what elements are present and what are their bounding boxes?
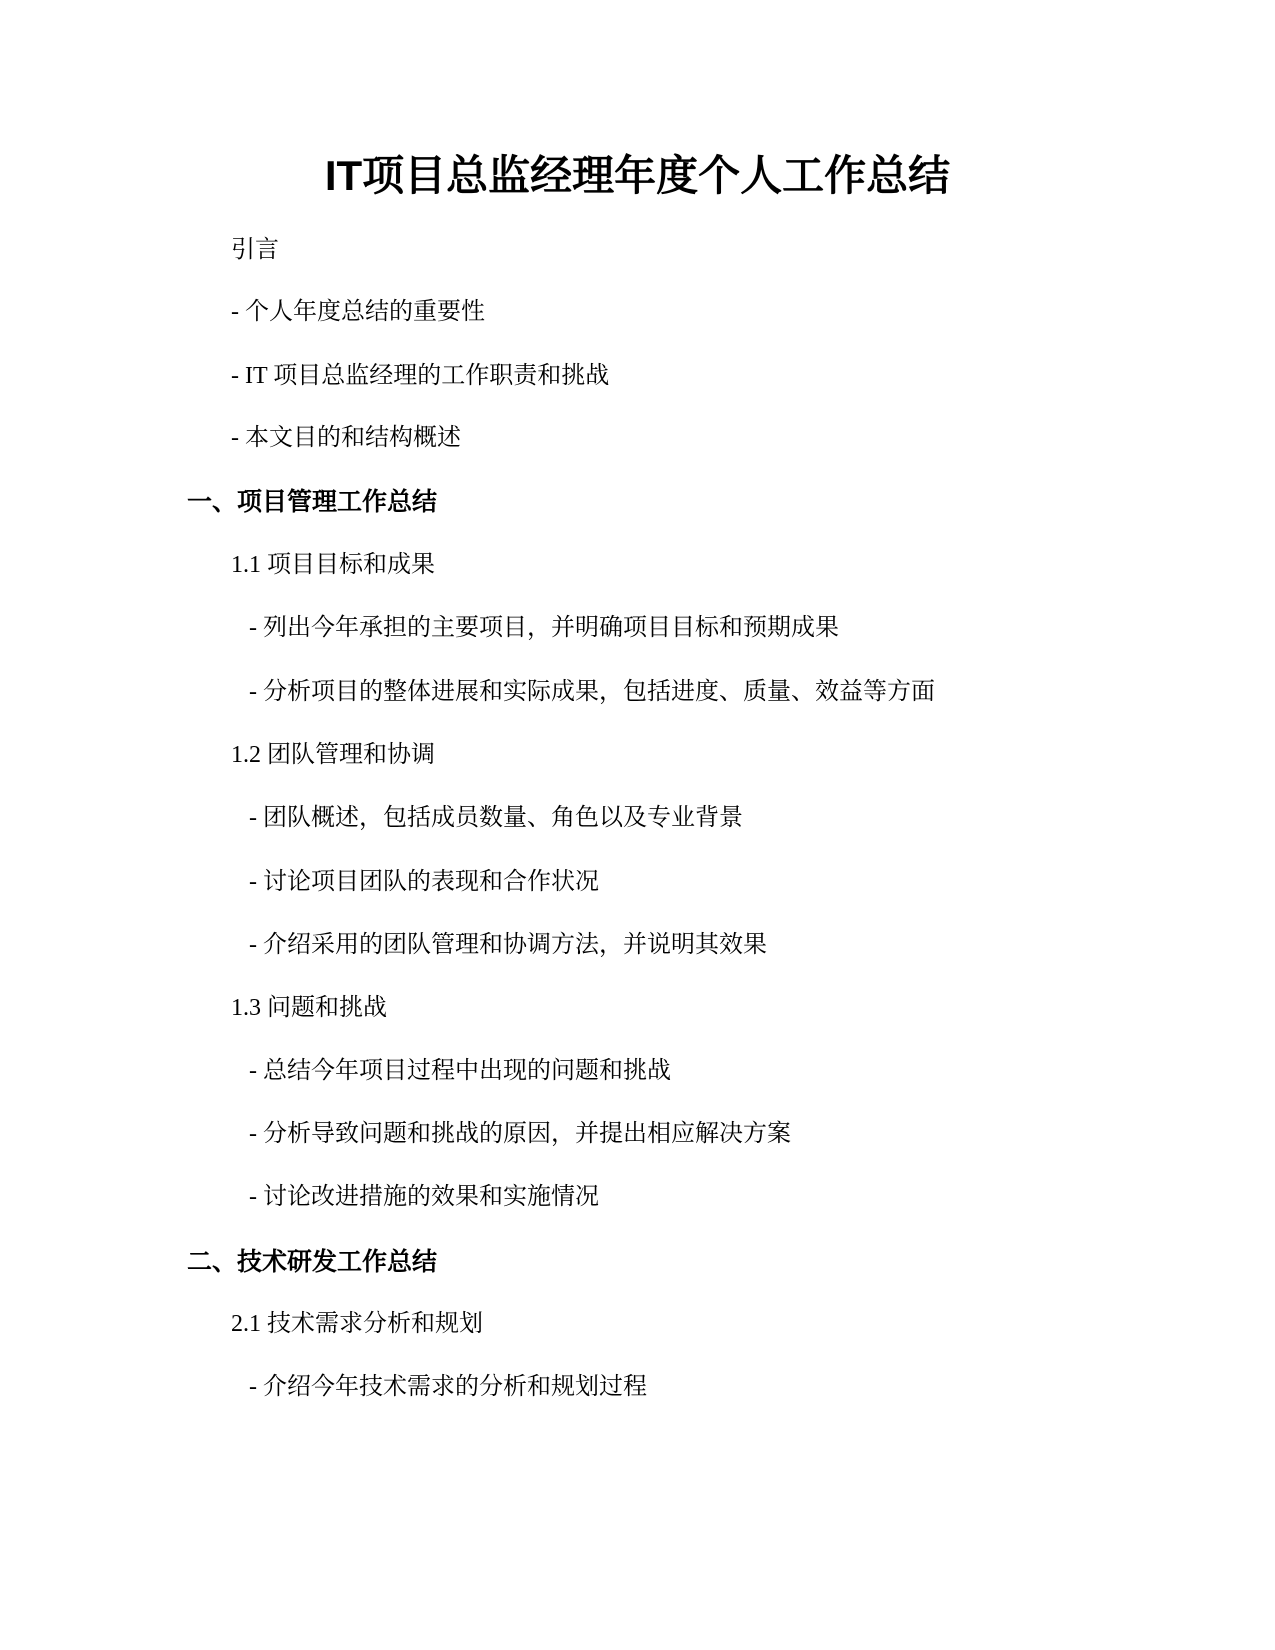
subsection-item: - 列出今年承担的主要项目，并明确项目目标和预期成果 — [249, 615, 839, 641]
subsection-label: 1.2 团队管理和协调 — [231, 742, 435, 768]
subsection-label: 1.3 问题和挑战 — [231, 995, 387, 1021]
subsection-label: 2.1 技术需求分析和规划 — [231, 1311, 483, 1337]
subsection-label: 1.1 项目目标和成果 — [231, 552, 435, 578]
intro-item: - IT 项目总监经理的工作职责和挑战 — [231, 363, 610, 389]
subsection-item: - 分析项目的整体进展和实际成果，包括进度、质量、效益等方面 — [249, 679, 935, 705]
intro-item: - 个人年度总结的重要性 — [231, 299, 485, 325]
section-heading: 一、项目管理工作总结 — [187, 488, 438, 516]
subsection-item: - 介绍采用的团队管理和协调方法，并说明其效果 — [249, 932, 767, 958]
subsection-item: - 讨论项目团队的表现和合作状况 — [249, 869, 599, 895]
subsection-item: - 总结今年项目过程中出现的问题和挑战 — [249, 1058, 671, 1084]
section-heading: 二、技术研发工作总结 — [187, 1248, 438, 1276]
intro-item: - 本文目的和结构概述 — [231, 425, 461, 451]
intro-label: 引言 — [231, 237, 279, 263]
subsection-item: - 团队概述，包括成员数量、角色以及专业背景 — [249, 805, 743, 831]
document-title: IT项目总监经理年度个人工作总结 — [324, 152, 951, 199]
subsection-item: - 讨论改进措施的效果和实施情况 — [249, 1184, 599, 1210]
subsection-item: - 分析导致问题和挑战的原因，并提出相应解决方案 — [249, 1121, 791, 1147]
subsection-item: - 介绍今年技术需求的分析和规划过程 — [249, 1374, 647, 1400]
